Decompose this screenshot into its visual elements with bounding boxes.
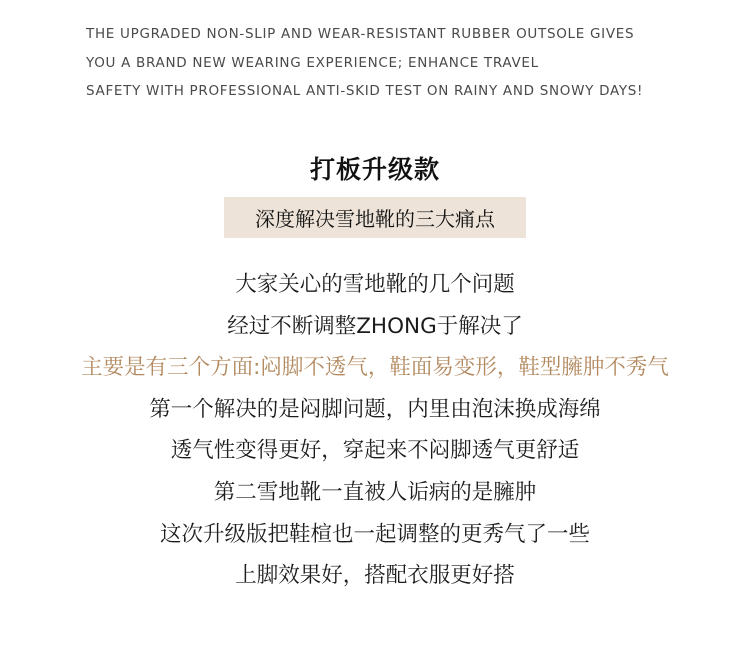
description-block (0, 264, 750, 597)
description-line: 上脚效果好，搭配衣服更好搭 (235, 563, 515, 589)
intro-line: SAFETY WITH PROFESSIONAL ANTI-SKID TEST ON RAINY AND SNOWY DAYS! (86, 83, 644, 99)
description-line: 大家关心的雪地靴的几个问题 (235, 272, 515, 297)
description-line: 第一个解决的是闷脚问题，内里由泡沫换成海绵 (149, 396, 601, 422)
description-line-highlight: 主要是有三个方面:闷脚不透气，鞋面易变形，鞋型臃肿不秀气 (81, 355, 669, 381)
section-heading: 打板升级款 (309, 155, 440, 184)
intro-text-block (86, 20, 726, 106)
subtitle-text: 深度解决雪地靴的三大痛点 (255, 207, 495, 231)
intro-line: YOU A BRAND NEW WEARING EXPERIENCE; ENHANCE TRAVEL (86, 54, 539, 71)
description-line: 透气性变得更好，穿起来不闷脚透气更舒适 (170, 438, 580, 464)
description-line: 这次升级版把鞋楦也一起调整的更秀气了一些 (159, 521, 590, 547)
subtitle-banner (224, 197, 526, 238)
description-line: 经过不断调整ZHONG于解决了 (227, 313, 523, 339)
description-line: 第二雪地靴一直被人诟病的是臃肿 (213, 479, 537, 505)
intro-line: THE UPGRADED NON-SLIP AND WEAR-RESISTANT RUBBER OUTSOLE GIVES (86, 26, 635, 42)
